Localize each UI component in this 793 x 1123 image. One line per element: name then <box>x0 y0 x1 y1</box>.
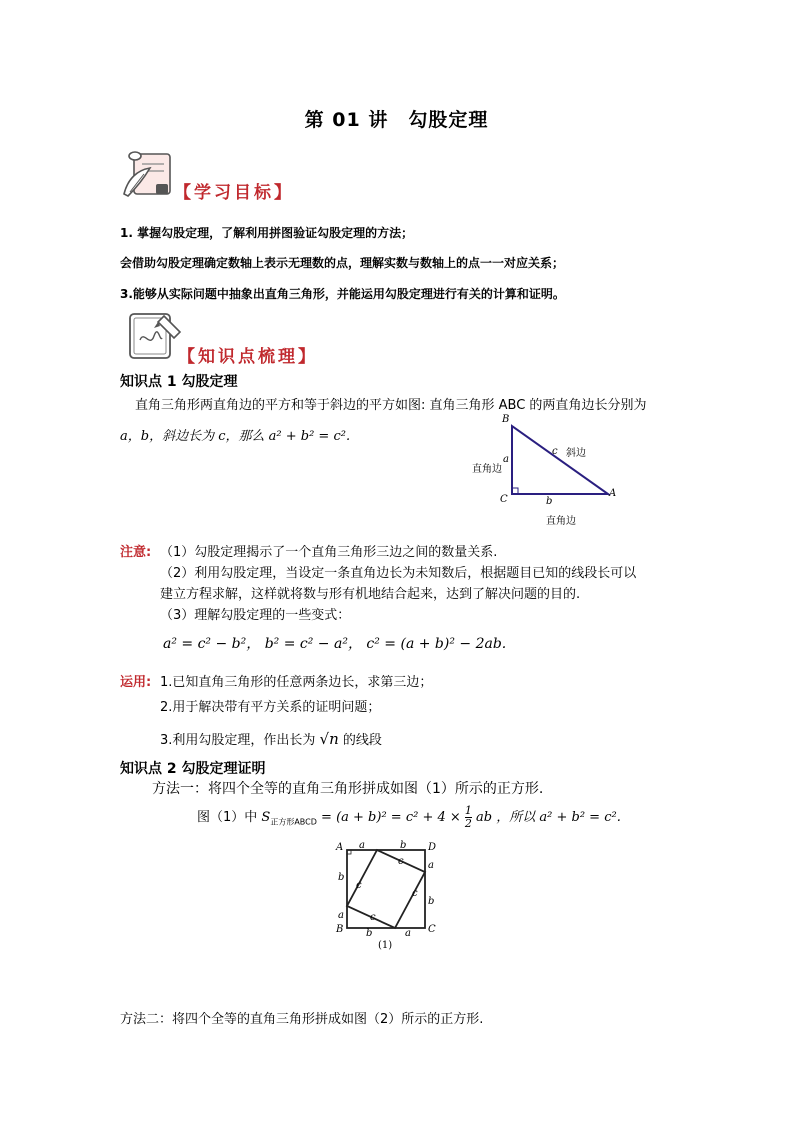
lecture-number: 第 01 讲 <box>304 109 389 131</box>
sq-left-b: b <box>338 872 345 883</box>
sq-right-b: b <box>428 896 435 907</box>
sq-bottom-b: b <box>366 928 373 939</box>
right-triangle-figure <box>460 412 630 530</box>
kp1-heading: 知识点 1 勾股定理 <box>120 374 238 390</box>
eq-S: S <box>261 810 271 825</box>
kp2-method1: 方法一：将四个全等的直角三角形拼成如图（1）所示的正方形. <box>152 781 544 797</box>
note-item-1: （1）勾股定理揭示了一个直角三角形三边之间的数量关系. <box>160 545 498 560</box>
sq-vertex-D: D <box>428 842 437 853</box>
lecture-name: 勾股定理 <box>408 109 489 131</box>
sq-inner-c-left: c <box>356 880 362 891</box>
eq-ab: ab <box>476 810 493 825</box>
sq-vertex-B: B <box>336 924 344 935</box>
kp2-method2: 方法二：将四个全等的直角三角形拼成如图（2）所示的正方形. <box>120 1012 484 1027</box>
note-label: 注意: <box>120 545 152 560</box>
eq-sub: 正方形ABCD <box>270 817 317 827</box>
note-formulas: a² = c² − b²， b² = c² − a²， c² = (a + b)² − 2ab. <box>163 636 507 652</box>
sqrt-n: √n <box>319 730 339 748</box>
sq-right-a: a <box>428 860 434 871</box>
sq-inner-c-right: c <box>412 888 418 899</box>
kp2-heading: 知识点 2 勾股定理证明 <box>120 761 266 777</box>
sq-caption: (1) <box>378 940 393 951</box>
learning-goals-badge: 【学习目标】 <box>174 183 294 203</box>
knowledge-badge: 【知识点梳理】 <box>178 347 318 367</box>
eq-suffix: ，所以 a² + b² = c². <box>496 810 621 825</box>
sq-top-b: b <box>400 840 407 851</box>
scroll-quill-icon <box>120 148 180 200</box>
eq-prefix: 图（1）中 <box>197 810 258 825</box>
goal-item-3: 3.能够从实际问题中抽象出直角三角形，并能运用勾股定理进行有关的计算和证明。 <box>120 287 565 301</box>
sq-top-a: a <box>359 840 365 851</box>
tri-vertex-C: C <box>500 494 508 505</box>
kp1-line2-prefix: a，b，斜边长为 c，那么 <box>120 429 265 444</box>
sq-inner-c-bottom: c <box>370 912 376 923</box>
sq-bottom-a: a <box>405 928 411 939</box>
sq-inner-c-top: c <box>398 856 404 867</box>
tri-leg-left-label: 直角边 <box>472 464 502 475</box>
sq-left-a: a <box>338 910 344 921</box>
sq-vertex-C: C <box>428 924 436 935</box>
tri-vertex-B: B <box>502 414 510 425</box>
notebook-pen-icon <box>124 308 184 360</box>
note-item-2-cont: 建立方程求解，这样就将数与形有机地结合起来，达到了解决问题的目的. <box>160 587 581 602</box>
kp1-text-line2 <box>120 425 350 444</box>
page-title <box>0 105 793 132</box>
kp2-equation <box>197 805 621 830</box>
sq-vertex-A: A <box>336 842 344 853</box>
note-item-3: （3）理解勾股定理的一些变式： <box>160 608 351 623</box>
tri-vertex-A: A <box>609 488 617 499</box>
kp1-text-line1: 直角三角形两直角边的平方和等于斜边的平方如图: 直角三角形 ABC 的两直角边长分别为 <box>135 398 647 413</box>
tri-hyp-label: 斜边 <box>566 448 586 459</box>
square-proof-figure <box>330 840 440 956</box>
tri-side-a: a <box>503 454 509 465</box>
eq-fraction <box>465 805 472 830</box>
apply-item-1: 1.已知直角三角形的任意两条边长，求第三边； <box>160 675 433 690</box>
tri-side-c: c <box>552 446 558 457</box>
goal-item-1: 1. 掌握勾股定理，了解利用拼图验证勾股定理的方法； <box>120 226 414 240</box>
kp1-formula: a² + b² = c². <box>268 429 351 444</box>
eq-frac-num: 1 <box>464 804 472 817</box>
apply-item-3-suffix: 的线段 <box>342 733 382 748</box>
eq-body: = (a + b)² = c² + 4 × <box>321 810 461 825</box>
tri-leg-bottom-label: 直角边 <box>546 516 576 527</box>
apply-label: 运用: <box>120 675 152 690</box>
tri-side-b: b <box>546 496 553 507</box>
apply-item-3-text: 3.利用勾股定理，作出长为 <box>160 733 316 748</box>
goal-item-2: 会借助勾股定理确定数轴上表示无理数的点，理解实数与数轴上的点一一对应关系； <box>120 256 565 270</box>
note-item-2: （2）利用勾股定理，当设定一条直角边长为未知数后，根据题目已知的线段长可以 <box>160 566 637 581</box>
apply-item-2: 2.用于解决带有平方关系的证明问题； <box>160 700 381 715</box>
apply-item-3 <box>160 729 382 748</box>
eq-frac-den: 2 <box>464 817 472 830</box>
